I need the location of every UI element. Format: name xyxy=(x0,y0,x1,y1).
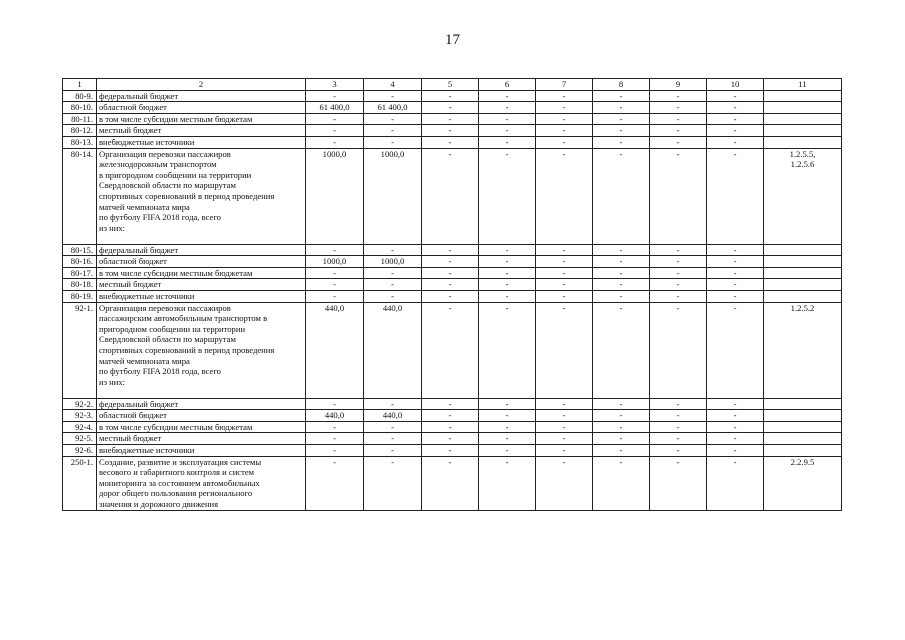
budget-table-body xyxy=(63,79,842,511)
row-value-cell: - xyxy=(593,244,650,256)
row-value-cell: 440,0 xyxy=(364,302,422,398)
column-number-header: 10 xyxy=(707,79,764,91)
row-reference: 1.2.5.5, 1.2.5.6 xyxy=(764,148,842,244)
row-value-cell: - xyxy=(306,290,364,302)
row-reference xyxy=(764,279,842,291)
row-value-cell: - xyxy=(650,410,707,422)
row-value-cell: 1000,0 xyxy=(364,256,422,268)
row-value-cell: - xyxy=(306,136,364,148)
row-value-cell: - xyxy=(650,256,707,268)
row-value-cell: - xyxy=(306,456,364,510)
row-value-cell: - xyxy=(650,113,707,125)
row-value-cell: - xyxy=(707,398,764,410)
row-value-cell: 440,0 xyxy=(364,410,422,422)
row-value-cell: - xyxy=(422,290,479,302)
row-name: федеральный бюджет xyxy=(97,398,306,410)
row-value-cell: - xyxy=(364,125,422,137)
row-value-cell: - xyxy=(364,456,422,510)
row-value-cell: - xyxy=(422,302,479,398)
row-value-cell: - xyxy=(707,444,764,456)
row-value-cell: - xyxy=(364,433,422,445)
row-value-cell: - xyxy=(707,102,764,114)
row-code: 80-16. xyxy=(63,256,97,268)
row-value-cell: - xyxy=(593,113,650,125)
row-value-cell: - xyxy=(650,444,707,456)
row-value-cell: - xyxy=(536,421,593,433)
row-name: местный бюджет xyxy=(97,433,306,445)
row-value-cell: - xyxy=(593,398,650,410)
row-value-cell: - xyxy=(536,113,593,125)
column-number-header: 9 xyxy=(650,79,707,91)
row-code: 80-11. xyxy=(63,113,97,125)
row-code: 92-3. xyxy=(63,410,97,422)
row-name: федеральный бюджет xyxy=(97,244,306,256)
row-reference xyxy=(764,125,842,137)
page-number: 17 xyxy=(445,32,460,48)
row-value-cell: 61 400,0 xyxy=(306,102,364,114)
row-value-cell: - xyxy=(306,398,364,410)
row-name: Создание, развитие и эксплуатация системы весового и габаритного контроля и систем мониторинга за состоянием автомобильных дорог общего пользования регионального значения и дорожного движения xyxy=(97,456,306,510)
row-value-cell: - xyxy=(650,279,707,291)
column-number-header: 8 xyxy=(593,79,650,91)
row-value-cell: - xyxy=(707,290,764,302)
row-value-cell: - xyxy=(364,90,422,102)
row-value-cell: - xyxy=(422,136,479,148)
row-reference xyxy=(764,433,842,445)
row-value-cell: - xyxy=(536,398,593,410)
row-name: областной бюджет xyxy=(97,256,306,268)
row-value-cell: - xyxy=(650,267,707,279)
row-name: в том числе субсидии местным бюджетам xyxy=(97,267,306,279)
row-value-cell: - xyxy=(479,456,536,510)
row-name: Организация перевозки пассажиров железнодорожным транспортом в пригородном сообщении на территории Свердловской области по маршрутам спортивных соревнований в период проведения матчей чемпионата мира по футболу FIFA 2018 года, всего из них: xyxy=(97,148,306,244)
row-value-cell: - xyxy=(422,421,479,433)
row-value-cell: - xyxy=(422,102,479,114)
row-value-cell: - xyxy=(306,90,364,102)
row-value-cell: - xyxy=(479,148,536,244)
row-value-cell: - xyxy=(593,267,650,279)
row-value-cell: - xyxy=(364,136,422,148)
row-reference xyxy=(764,136,842,148)
row-value-cell: - xyxy=(650,102,707,114)
row-value-cell: - xyxy=(707,433,764,445)
row-value-cell: - xyxy=(422,148,479,244)
row-reference xyxy=(764,256,842,268)
row-value-cell: - xyxy=(707,410,764,422)
table-row xyxy=(63,421,842,433)
row-name: внебюджетные источники xyxy=(97,444,306,456)
row-value-cell: - xyxy=(593,102,650,114)
row-value-cell: - xyxy=(422,90,479,102)
row-name: федеральный бюджет xyxy=(97,90,306,102)
row-code: 92-5. xyxy=(63,433,97,445)
row-value-cell: - xyxy=(707,148,764,244)
row-value-cell: - xyxy=(479,102,536,114)
row-code: 80-9. xyxy=(63,90,97,102)
table-row xyxy=(63,148,842,244)
row-code: 250-1. xyxy=(63,456,97,510)
row-code: 80-19. xyxy=(63,290,97,302)
row-value-cell: - xyxy=(650,125,707,137)
row-value-cell: - xyxy=(422,444,479,456)
row-value-cell: - xyxy=(650,421,707,433)
row-value-cell: 440,0 xyxy=(306,410,364,422)
row-value-cell: - xyxy=(650,398,707,410)
row-value-cell: - xyxy=(422,398,479,410)
row-value-cell: - xyxy=(536,433,593,445)
row-value-cell: - xyxy=(536,444,593,456)
row-value-cell: - xyxy=(593,136,650,148)
row-reference: 2.2.9.5 xyxy=(764,456,842,510)
row-value-cell: - xyxy=(364,244,422,256)
row-value-cell: - xyxy=(593,148,650,244)
row-name: в том числе субсидии местным бюджетам xyxy=(97,113,306,125)
row-value-cell: 1000,0 xyxy=(306,256,364,268)
row-reference xyxy=(764,444,842,456)
table-row xyxy=(63,444,842,456)
row-value-cell: - xyxy=(306,125,364,137)
row-value-cell: - xyxy=(479,290,536,302)
row-value-cell: - xyxy=(707,244,764,256)
row-value-cell: - xyxy=(479,136,536,148)
row-value-cell: - xyxy=(707,302,764,398)
row-value-cell: - xyxy=(306,244,364,256)
table-row xyxy=(63,410,842,422)
table-row xyxy=(63,279,842,291)
row-value-cell: - xyxy=(364,398,422,410)
row-value-cell: - xyxy=(364,421,422,433)
row-value-cell: - xyxy=(707,267,764,279)
row-value-cell: - xyxy=(306,279,364,291)
row-value-cell: 440,0 xyxy=(306,302,364,398)
row-value-cell: - xyxy=(536,256,593,268)
row-value-cell: - xyxy=(593,410,650,422)
row-code: 80-15. xyxy=(63,244,97,256)
row-value-cell: - xyxy=(593,444,650,456)
table-row xyxy=(63,398,842,410)
row-value-cell: - xyxy=(650,148,707,244)
row-value-cell: - xyxy=(650,290,707,302)
row-value-cell: - xyxy=(422,456,479,510)
row-value-cell: - xyxy=(650,433,707,445)
row-name: местный бюджет xyxy=(97,125,306,137)
row-reference xyxy=(764,90,842,102)
table-row xyxy=(63,90,842,102)
row-value-cell: - xyxy=(707,279,764,291)
row-value-cell: - xyxy=(536,410,593,422)
row-value-cell: - xyxy=(306,421,364,433)
row-code: 92-6. xyxy=(63,444,97,456)
row-value-cell: - xyxy=(593,90,650,102)
row-value-cell: - xyxy=(536,290,593,302)
row-value-cell: - xyxy=(479,433,536,445)
row-value-cell: - xyxy=(536,125,593,137)
column-number-header: 7 xyxy=(536,79,593,91)
row-value-cell: - xyxy=(536,90,593,102)
row-value-cell: - xyxy=(650,136,707,148)
row-value-cell: - xyxy=(707,136,764,148)
row-value-cell: - xyxy=(593,456,650,510)
row-value-cell: - xyxy=(536,136,593,148)
row-value-cell: - xyxy=(422,113,479,125)
table-row xyxy=(63,125,842,137)
row-value-cell: - xyxy=(593,256,650,268)
row-value-cell: - xyxy=(479,256,536,268)
row-value-cell: - xyxy=(593,125,650,137)
row-value-cell: - xyxy=(707,125,764,137)
table-row xyxy=(63,244,842,256)
row-value-cell: - xyxy=(479,398,536,410)
row-value-cell: - xyxy=(650,244,707,256)
row-value-cell: 1000,0 xyxy=(306,148,364,244)
table-row xyxy=(63,102,842,114)
row-reference xyxy=(764,421,842,433)
column-number-header: 3 xyxy=(306,79,364,91)
row-name: местный бюджет xyxy=(97,279,306,291)
row-code: 92-2. xyxy=(63,398,97,410)
row-value-cell: - xyxy=(536,244,593,256)
row-name: в том числе субсидии местным бюджетам xyxy=(97,421,306,433)
row-value-cell: - xyxy=(422,279,479,291)
row-code: 80-12. xyxy=(63,125,97,137)
table-row xyxy=(63,433,842,445)
row-code: 80-13. xyxy=(63,136,97,148)
row-value-cell: - xyxy=(650,456,707,510)
row-value-cell: - xyxy=(593,421,650,433)
row-value-cell: - xyxy=(422,433,479,445)
table-row xyxy=(63,456,842,510)
column-number-header: 5 xyxy=(422,79,479,91)
row-reference xyxy=(764,410,842,422)
row-value-cell: - xyxy=(479,125,536,137)
row-code: 80-10. xyxy=(63,102,97,114)
row-value-cell: - xyxy=(364,279,422,291)
row-value-cell: - xyxy=(479,302,536,398)
row-value-cell: - xyxy=(593,433,650,445)
row-value-cell: - xyxy=(707,456,764,510)
row-value-cell: - xyxy=(479,267,536,279)
row-code: 92-4. xyxy=(63,421,97,433)
row-value-cell: - xyxy=(707,113,764,125)
row-reference xyxy=(764,102,842,114)
row-value-cell: - xyxy=(593,290,650,302)
column-number-header: 4 xyxy=(364,79,422,91)
row-value-cell: - xyxy=(422,256,479,268)
row-name: внебюджетные источники xyxy=(97,290,306,302)
row-name: областной бюджет xyxy=(97,102,306,114)
row-code: 80-17. xyxy=(63,267,97,279)
row-value-cell: - xyxy=(650,90,707,102)
table-row xyxy=(63,136,842,148)
row-value-cell: - xyxy=(536,102,593,114)
row-value-cell: - xyxy=(707,256,764,268)
row-name: областной бюджет xyxy=(97,410,306,422)
row-value-cell: - xyxy=(479,279,536,291)
row-reference xyxy=(764,244,842,256)
row-value-cell: - xyxy=(306,444,364,456)
row-name: Организация перевозки пассажиров пассажирским автомобильным транспортом в пригородном сообщении на территории Свердловской области по маршрутам спортивных соревнований в период проведения матчей чемпионата мира по футболу FIFA 2018 года, всего из них: xyxy=(97,302,306,398)
table-row xyxy=(63,113,842,125)
row-value-cell: - xyxy=(306,267,364,279)
table-header-row xyxy=(63,79,842,91)
row-value-cell: - xyxy=(479,444,536,456)
row-value-cell: - xyxy=(364,290,422,302)
row-value-cell: - xyxy=(422,125,479,137)
row-reference xyxy=(764,398,842,410)
row-code: 80-14. xyxy=(63,148,97,244)
row-code: 80-18. xyxy=(63,279,97,291)
row-value-cell: - xyxy=(650,302,707,398)
row-value-cell: - xyxy=(479,113,536,125)
row-code: 92-1. xyxy=(63,302,97,398)
row-value-cell: - xyxy=(479,410,536,422)
row-value-cell: - xyxy=(364,444,422,456)
row-value-cell: - xyxy=(479,90,536,102)
row-value-cell: - xyxy=(479,244,536,256)
row-value-cell: - xyxy=(707,90,764,102)
row-value-cell: - xyxy=(422,244,479,256)
row-reference xyxy=(764,113,842,125)
row-reference xyxy=(764,290,842,302)
column-number-header: 11 xyxy=(764,79,842,91)
row-value-cell: - xyxy=(536,279,593,291)
row-value-cell: - xyxy=(707,421,764,433)
row-value-cell: 1000,0 xyxy=(364,148,422,244)
row-value-cell: - xyxy=(536,148,593,244)
table-row xyxy=(63,290,842,302)
row-value-cell: - xyxy=(422,267,479,279)
column-number-header: 2 xyxy=(97,79,306,91)
row-value-cell: - xyxy=(593,279,650,291)
row-reference: 1.2.5.2 xyxy=(764,302,842,398)
row-reference xyxy=(764,267,842,279)
table-row xyxy=(63,302,842,398)
row-name: внебюджетные источники xyxy=(97,136,306,148)
row-value-cell: - xyxy=(306,433,364,445)
row-value-cell: 61 400,0 xyxy=(364,102,422,114)
row-value-cell: - xyxy=(422,410,479,422)
column-number-header: 1 xyxy=(63,79,97,91)
column-number-header: 6 xyxy=(479,79,536,91)
table-row xyxy=(63,267,842,279)
budget-table xyxy=(62,78,842,511)
row-value-cell: - xyxy=(479,421,536,433)
row-value-cell: - xyxy=(364,113,422,125)
row-value-cell: - xyxy=(593,302,650,398)
row-value-cell: - xyxy=(306,113,364,125)
row-value-cell: - xyxy=(536,302,593,398)
row-value-cell: - xyxy=(536,267,593,279)
table-row xyxy=(63,256,842,268)
row-value-cell: - xyxy=(364,267,422,279)
row-value-cell: - xyxy=(536,456,593,510)
